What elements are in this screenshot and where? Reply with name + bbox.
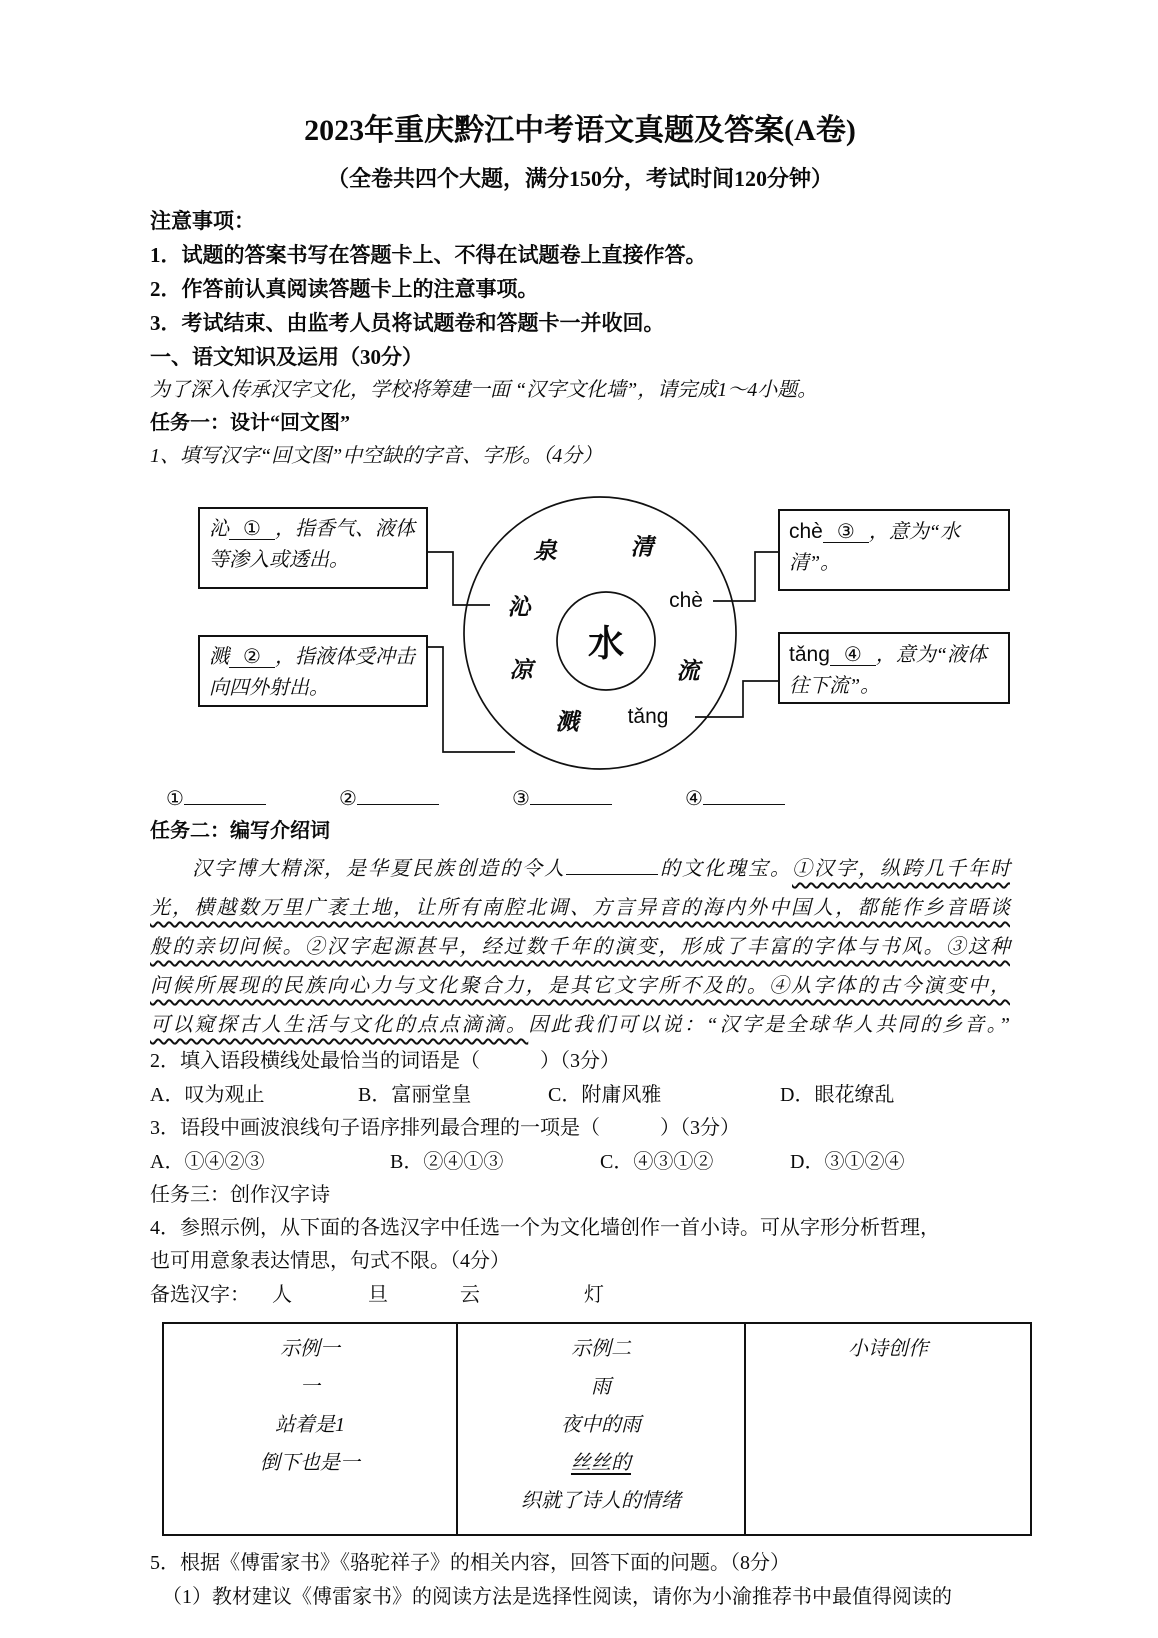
clue-box-1 [198, 507, 428, 589]
ring-char-qin: 沁 [507, 594, 531, 620]
question-5-stem: 5．根据《傅雷家书》《骆驼祥子》的相关内容，回答下面的问题。（8分） [150, 1552, 790, 1574]
clue3-definition: ，意为“水清”。 [789, 521, 960, 574]
clue1-word: 沁 [209, 518, 229, 540]
para-l1-wavy: ①汉字，纵跨几千年时 [792, 858, 1010, 880]
paragraph-line-2 [150, 889, 1010, 928]
example2-header: 示例二 [571, 1338, 631, 1360]
paragraph-line-4 [150, 967, 1010, 1006]
page-subtitle: （全卷共四个大题，满分150分，考试时间120分钟） [326, 166, 833, 191]
candidate-deng: 灯 [584, 1284, 604, 1306]
example2-line2: 夜中的雨 [561, 1414, 641, 1436]
connector-box4 [695, 681, 778, 717]
candidate-yun: 云 [460, 1284, 480, 1306]
para-l5-normal: 因此我们可以说：“汉字是全球华人共同的乡音。” [528, 1014, 1010, 1036]
section1-intro: 为了深入传承汉字文化，学校将筹建一面 “汉字文化墙”，请完成1～4小题。 [150, 379, 818, 401]
clue4-definition: ，意为“液体往下流”。 [789, 644, 987, 697]
ring-pinyin-tang: tǎng [627, 705, 669, 728]
answer-blank-2 [339, 783, 512, 815]
candidate-ren: 人 [272, 1284, 292, 1306]
q2-option-a: A．叹为观止 [150, 1084, 265, 1106]
ring-char-qing: 清 [630, 534, 654, 560]
huiwen-diagram [150, 477, 1010, 777]
q3-option-c: C．④③①② [600, 1151, 714, 1173]
clue1-blank: ① [229, 519, 275, 540]
clue-box-3 [778, 509, 1010, 591]
example1-cell [163, 1323, 457, 1535]
question-4-line1: 4．参照示例，从下面的各选汉字中任选一个为文化墙创作一首小诗。可从字形分析哲理， [150, 1217, 940, 1239]
ring-char-liang: 凉 [509, 657, 533, 683]
candidates-label: 备选汉字： [150, 1284, 250, 1306]
q2-option-d: D．眼花缭乱 [780, 1084, 895, 1106]
task1-heading: 任务一：设计“回文图” [150, 412, 350, 434]
blank1-line [184, 784, 266, 805]
blank3-line [530, 784, 612, 805]
blank4-label: ④ [685, 788, 703, 810]
clue-box-2 [198, 635, 428, 707]
question-2-options [150, 1078, 1010, 1112]
para-l4-wavy: 问候所展现的民族向心力与文化聚合力，是其它文字所不及的。④从字体的古今演变中， [150, 975, 1010, 997]
example1-line1: 一 [300, 1376, 320, 1398]
task2-heading: 任务二：编写介绍词 [150, 820, 330, 842]
clue1-definition: ，指香气、液体等渗入或透出。 [209, 518, 415, 571]
question-4-line2: 也可用意象表达情思，句式不限。（4分） [150, 1250, 510, 1272]
paragraph-line-5 [150, 1006, 1010, 1045]
connector-box2 [428, 647, 515, 752]
clue4-pinyin: tǎng [789, 643, 830, 666]
task3-heading: 任务三：创作汉字诗 [150, 1184, 330, 1206]
table-row [163, 1323, 1031, 1535]
example1-header: 示例一 [280, 1338, 340, 1360]
blank2-label: ② [339, 788, 357, 810]
paragraph-line-3 [150, 928, 1010, 967]
q3-option-b: B．②④①③ [390, 1151, 504, 1173]
para-l1-normal: 汉字博大精深，是华夏民族创造的令人 [190, 858, 566, 880]
answer-blank-3 [512, 783, 685, 815]
para-l1-normal2: 的文化瑰宝。 [658, 858, 792, 880]
clue-box-4 [778, 632, 1010, 704]
blank2-line [357, 784, 439, 805]
example2-cell [457, 1323, 745, 1535]
clue2-blank: ② [229, 647, 275, 668]
notice-item-1: 1．试题的答案书写在答题卡上、不得在试题卷上直接作答。 [150, 243, 707, 267]
blank4-line [703, 784, 785, 805]
example2-line4: 织就了诗人的情绪 [521, 1490, 681, 1512]
ring-char-liu: 流 [676, 658, 700, 684]
paragraph-line-1 [150, 850, 1010, 889]
notice-item-3: 3．考试结束、由监考人员将试题卷和答题卡一并收回。 [150, 311, 665, 335]
poem-creation-cell [745, 1323, 1031, 1535]
center-char-shui: 水 [587, 623, 625, 664]
example1-line3: 倒下也是一 [260, 1452, 360, 1474]
clue3-blank: ③ [823, 522, 869, 543]
candidate-dan: 旦 [368, 1284, 388, 1306]
intro-paragraph [150, 850, 1010, 1045]
connector-box3 [713, 552, 778, 601]
answer-blanks-row [150, 783, 1010, 815]
poem-creation-header: 小诗创作 [848, 1338, 928, 1360]
clue3-pinyin: chè [789, 520, 823, 543]
ring-char-jian: 溅 [555, 709, 579, 735]
q2-option-c: C．附庸风雅 [548, 1084, 662, 1106]
example2-line3-underlined: 丝丝的 [571, 1452, 631, 1474]
question-1: 1、填写汉字“回文图”中空缺的字音、字形。（4分） [150, 445, 603, 467]
para-l3-wavy: 般的亲切问候。②汉字起源甚早，经过数千年的演变，形成了丰富的字体与书风。③这种 [150, 936, 1010, 958]
q3-option-a: A．①④②③ [150, 1151, 265, 1173]
para-l5-wavy: 可以窥探古人生活与文化的点点滴滴。 [150, 1014, 529, 1036]
notice-item-2: 2．作答前认真阅读答题卡上的注意事项。 [150, 277, 539, 301]
notice-heading: 注意事项： [150, 209, 255, 233]
section1-heading: 一、语文知识及运用（30分） [150, 345, 423, 369]
blank1-label: ① [166, 788, 184, 810]
clue2-word: 溅 [209, 646, 229, 668]
blank3-label: ③ [512, 788, 530, 810]
example2-line1: 雨 [591, 1376, 611, 1398]
question-5-sub1: （1）教材建议《傅雷家书》的阅读方法是选择性阅读，请你为小渝推荐书中最值得阅读的 [162, 1586, 952, 1608]
para-l2-wavy: 光，横越数万里广袤土地，让所有南腔北调、方言异音的海内外中国人，都能作乡音晤谈 [150, 897, 1010, 919]
question-2-stem: 2．填入语段横线处最恰当的词语是（ ）（3分） [150, 1050, 620, 1072]
answer-blank-1 [166, 783, 339, 815]
candidate-chars-row [150, 1278, 1010, 1312]
ring-char-quan: 泉 [533, 538, 557, 564]
answer-blank-4 [685, 783, 858, 815]
ring-pinyin-che: chè [669, 589, 703, 612]
word-blank [566, 854, 658, 875]
clue4-blank: ④ [830, 645, 876, 666]
clue2-definition: ，指液体受冲击向四外射出。 [209, 646, 415, 699]
question-3-options [150, 1145, 1010, 1179]
poem-examples-table [162, 1322, 1032, 1536]
question-3-stem: 3．语段中画波浪线句子语序排列最合理的一项是（ ）（3分） [150, 1117, 740, 1139]
q3-option-d: D．③①②④ [790, 1151, 905, 1173]
connector-box1 [428, 552, 490, 605]
page-title: 2023年重庆黔江中考语文真题及答案(A卷) [304, 114, 856, 147]
example1-line2: 站着是1 [275, 1414, 345, 1436]
q2-option-b: B．富丽堂皇 [358, 1084, 472, 1106]
